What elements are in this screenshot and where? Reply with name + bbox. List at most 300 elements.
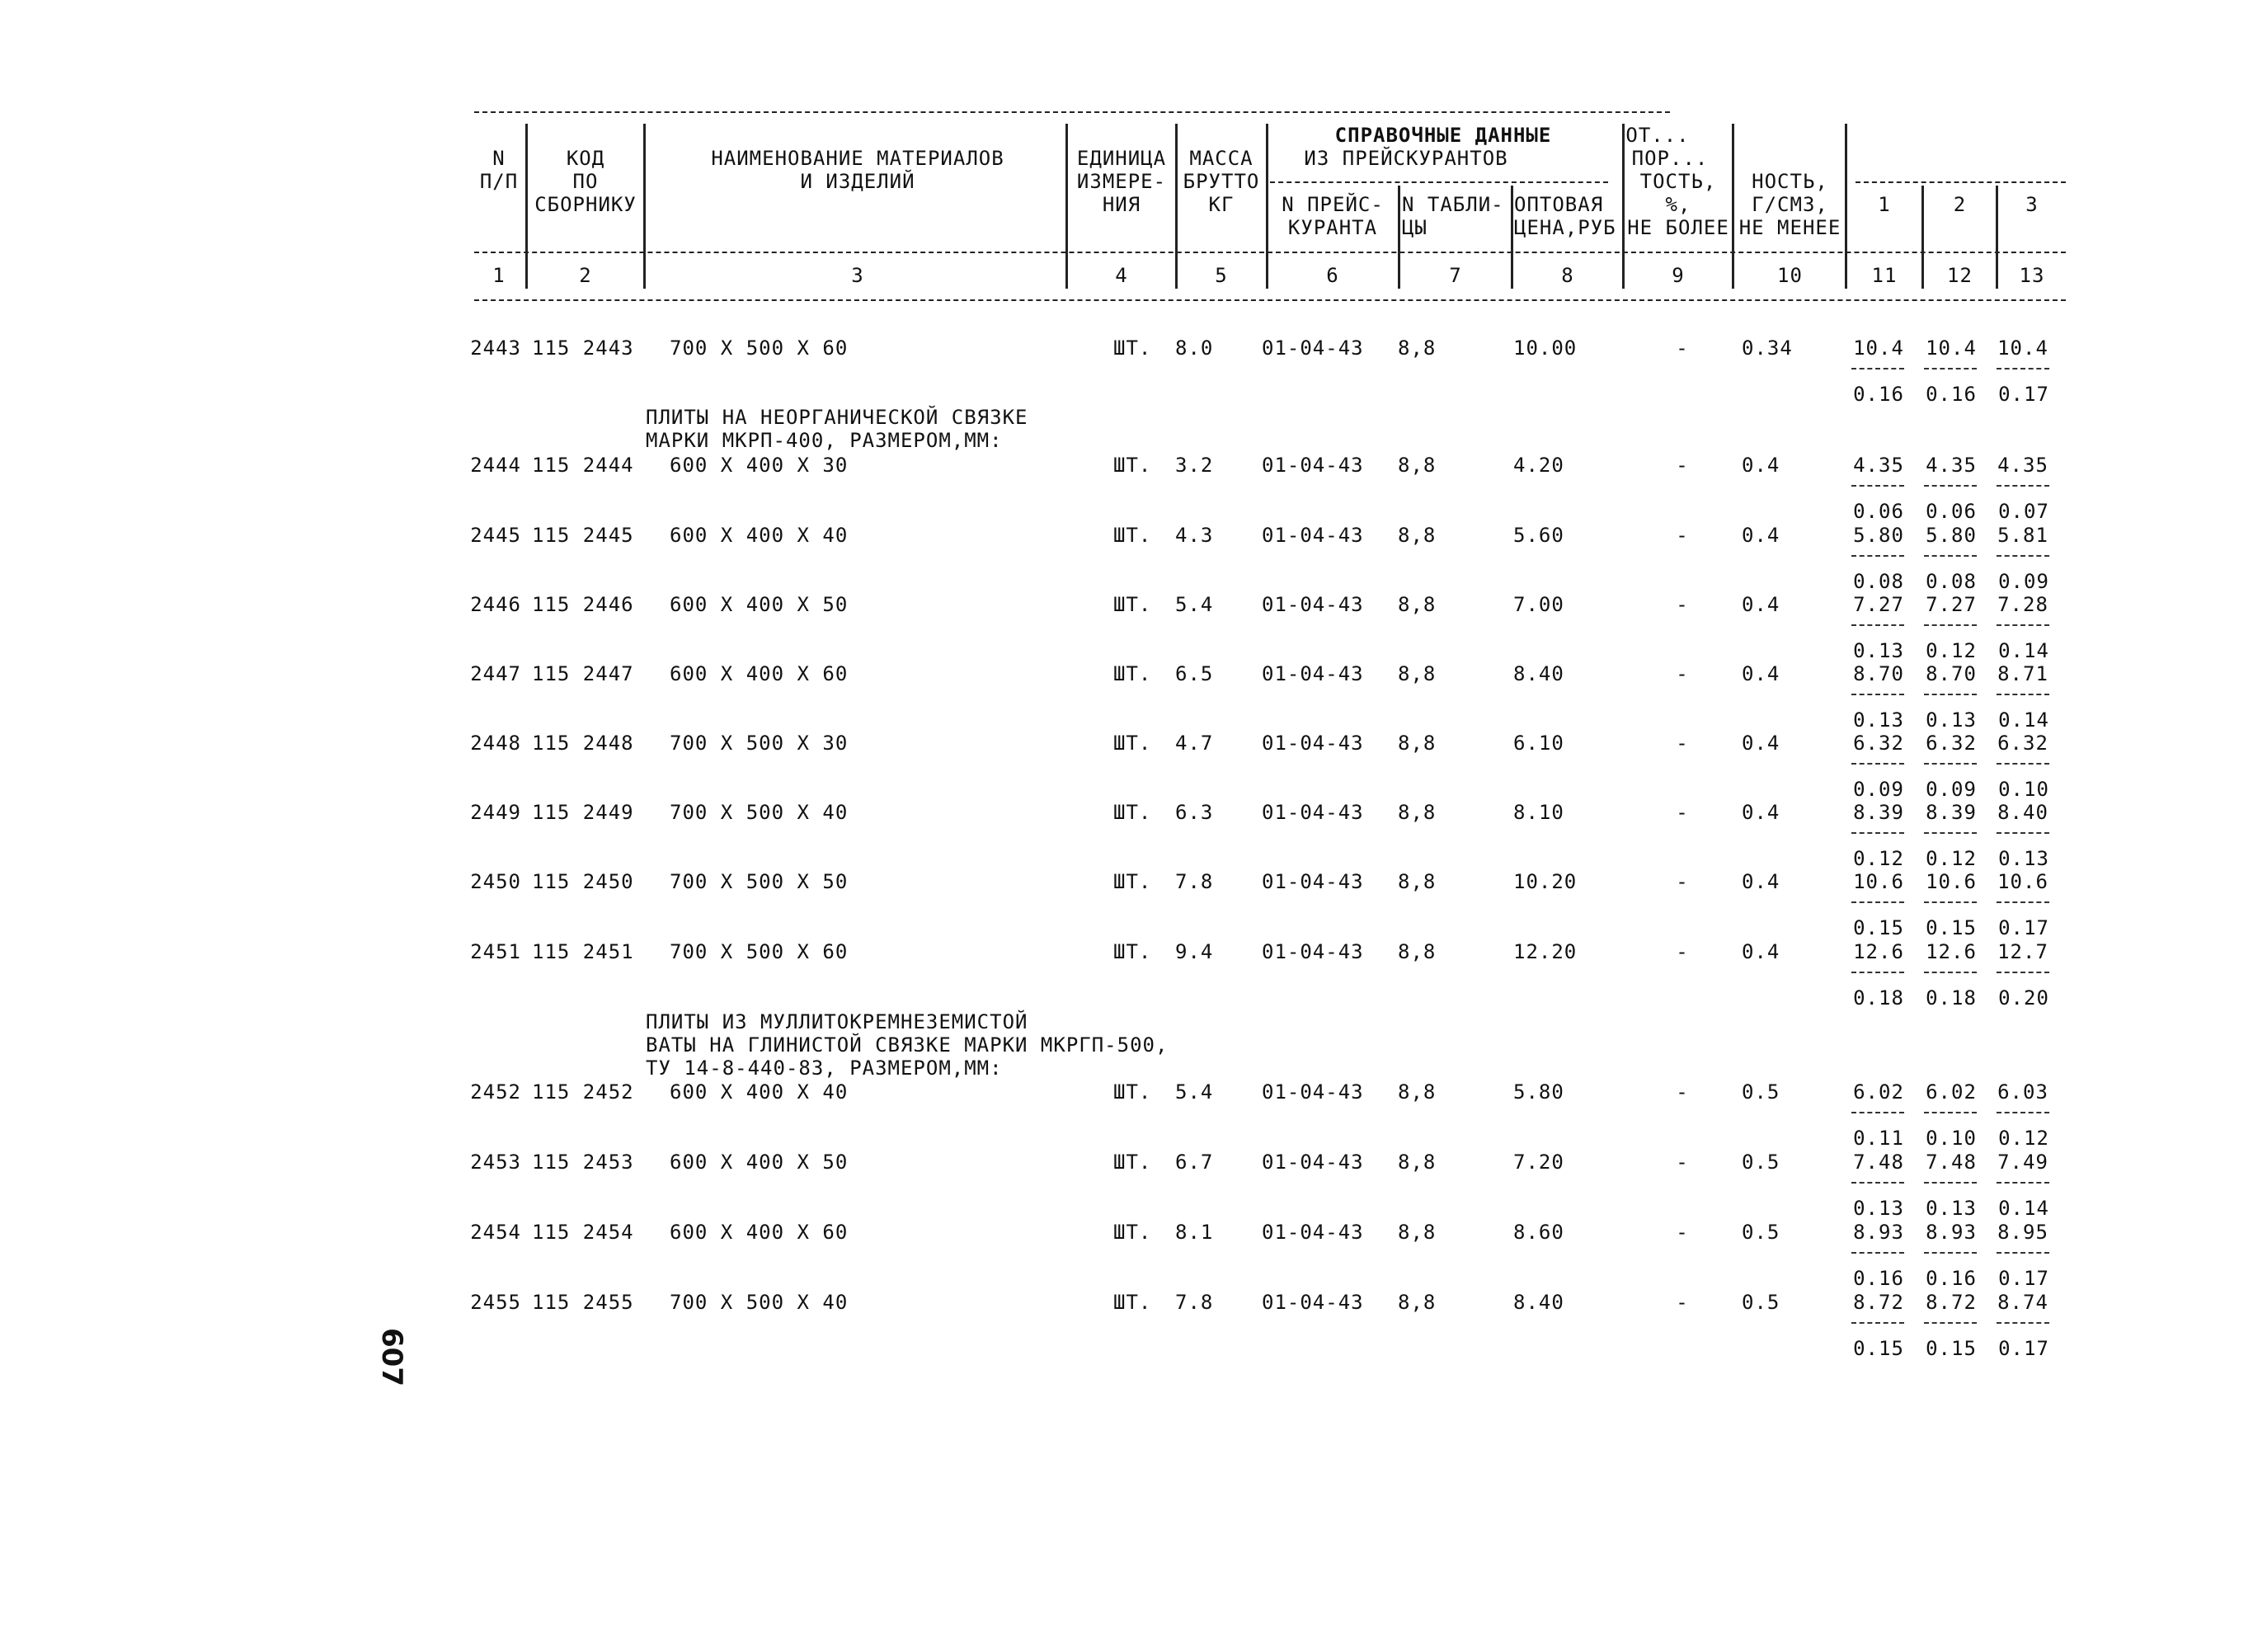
cell-v1: 7.27: [1853, 593, 1904, 616]
cell-table: 8,8: [1398, 524, 1437, 547]
cell-fraction-denominator: 0.08: [1926, 570, 1977, 593]
cell-porosity: -: [1676, 870, 1689, 893]
header-col8-line1: ОПТОВАЯ: [1514, 193, 1604, 216]
cell-table: 8,8: [1398, 593, 1437, 616]
cell-v2: 7.27: [1926, 593, 1977, 616]
cell-v1: 6.02: [1853, 1080, 1904, 1104]
cell-fraction-denominator: 0.09: [1853, 778, 1904, 801]
cell-name: 700 X 500 X 40: [670, 1291, 849, 1314]
cell-fraction-denominator: 0.11: [1853, 1127, 1904, 1150]
cell-v1: 8.93: [1853, 1221, 1904, 1244]
fraction-rule: [1851, 694, 1904, 695]
cell-fraction-denominator: 0.12: [1926, 847, 1977, 870]
header-col7-line2: ЦЫ: [1402, 216, 1428, 239]
cell-v2: 8.72: [1926, 1291, 1977, 1314]
header-col10-line3: НЕ МЕНЕЕ: [1738, 216, 1841, 239]
cell-name: 600 X 400 X 60: [670, 1221, 849, 1244]
cell-fraction-denominator: 0.15: [1853, 1337, 1904, 1360]
header-col11: 1: [1878, 193, 1891, 216]
cell-v1: 8.70: [1853, 662, 1904, 685]
cell-n: 2446: [470, 593, 521, 616]
cell-n: 2448: [470, 732, 521, 755]
fraction-rule: [1924, 368, 1977, 369]
cell-fraction-denominator: 0.08: [1853, 570, 1904, 593]
cell-unit: ШТ.: [1113, 662, 1152, 685]
cell-v1: 6.32: [1853, 732, 1904, 755]
colnum-9: 9: [1672, 264, 1685, 287]
cell-fraction-denominator: 0.15: [1926, 916, 1977, 939]
cell-fraction-denominator: 0.16: [1853, 1267, 1904, 1290]
header-col2-line2: ПО: [572, 170, 599, 193]
fraction-rule: [1997, 1252, 2049, 1254]
cell-v3: 5.81: [1997, 524, 2048, 547]
cell-v3: 12.7: [1997, 940, 2048, 963]
fraction-rule: [1851, 832, 1904, 834]
cell-fraction-denominator: 0.06: [1853, 500, 1904, 523]
cell-v1: 4.35: [1853, 454, 1904, 477]
cell-v2: 10.4: [1926, 337, 1977, 360]
header-col7-line1: N ТАБЛИ-: [1402, 193, 1504, 216]
header-col2-line3: СБОРНИКУ: [534, 193, 637, 216]
cell-n: 2443: [470, 337, 521, 360]
fraction-rule: [1924, 694, 1977, 695]
cell-table: 8,8: [1398, 454, 1437, 477]
cell-v2: 7.48: [1926, 1151, 1977, 1174]
cell-code: 115 2447: [532, 662, 634, 685]
cell-code: 115 2452: [532, 1080, 634, 1104]
cell-table: 8,8: [1398, 337, 1437, 360]
cell-density: 0.5: [1742, 1080, 1780, 1104]
cell-v3: 7.28: [1997, 593, 2048, 616]
cell-price-list: 01-04-43: [1262, 1080, 1364, 1104]
cell-n: 2452: [470, 1080, 521, 1104]
cell-code: 115 2449: [532, 801, 634, 824]
fraction-rule: [1924, 485, 1977, 487]
cell-fraction-denominator: 0.14: [1998, 1197, 2049, 1220]
cell-n: 2444: [470, 454, 521, 477]
colnum-2: 2: [579, 264, 592, 287]
cell-mass: 9.4: [1175, 940, 1214, 963]
header-col8-line2: ЦЕНА,РУБ: [1514, 216, 1616, 239]
cell-fraction-denominator: 0.17: [1998, 383, 2049, 406]
cell-v3: 8.95: [1997, 1221, 2048, 1244]
header-col2-line1: КОД: [566, 147, 605, 170]
cell-code: 115 2450: [532, 870, 634, 893]
cell-code: 115 2453: [532, 1151, 634, 1174]
cell-fraction-denominator: 0.10: [1926, 1127, 1977, 1150]
cell-price: 10.00: [1513, 337, 1578, 360]
section-heading: ПЛИТЫ НА НЕОРГАНИЧЕСКОЙ СВЯЗКЕ МАРКИ МКРП-400, РАЗМЕРОМ,ММ:: [646, 406, 1028, 452]
header-mid-rule: [474, 252, 2066, 253]
cell-n: 2450: [470, 870, 521, 893]
cell-unit: ШТ.: [1113, 337, 1152, 360]
cell-density: 0.5: [1742, 1221, 1780, 1244]
cell-v2: 8.70: [1926, 662, 1977, 685]
cell-price-list: 01-04-43: [1262, 524, 1364, 547]
cell-code: 115 2454: [532, 1221, 634, 1244]
cell-v2: 8.39: [1926, 801, 1977, 824]
cell-v2: 5.80: [1926, 524, 1977, 547]
cell-fraction-denominator: 0.16: [1926, 1267, 1977, 1290]
cell-fraction-denominator: 0.20: [1998, 986, 2049, 1010]
cell-code: 115 2444: [532, 454, 634, 477]
cell-density: 0.4: [1742, 593, 1780, 616]
cell-v3: 10.6: [1997, 870, 2048, 893]
fraction-rule: [1924, 901, 1977, 903]
header-bottom-rule: [474, 299, 2066, 301]
cell-mass: 5.4: [1175, 1080, 1214, 1104]
cell-price: 4.20: [1513, 454, 1564, 477]
colnum-1: 1: [492, 264, 506, 287]
cell-table: 8,8: [1398, 732, 1437, 755]
cell-mass: 4.3: [1175, 524, 1214, 547]
cell-mass: 6.5: [1175, 662, 1214, 685]
cell-density: 0.4: [1742, 454, 1780, 477]
cell-name: 600 X 400 X 60: [670, 662, 849, 685]
cell-fraction-denominator: 0.09: [1926, 778, 1977, 801]
header-col12: 2: [1953, 193, 1967, 216]
cell-table: 8,8: [1398, 662, 1437, 685]
cell-fraction-denominator: 0.17: [1998, 916, 2049, 939]
fraction-rule: [1851, 972, 1904, 973]
fraction-rule: [1997, 555, 2049, 557]
colnum-6: 6: [1326, 264, 1339, 287]
cell-v1: 7.48: [1853, 1151, 1904, 1174]
cell-n: 2447: [470, 662, 521, 685]
cell-fraction-denominator: 0.13: [1853, 639, 1904, 662]
cell-v1: 10.6: [1853, 870, 1904, 893]
cell-name: 600 X 400 X 50: [670, 1151, 849, 1174]
cell-density: 0.5: [1742, 1151, 1780, 1174]
fraction-rule: [1924, 1182, 1977, 1184]
header-col4-line3: НИЯ: [1102, 193, 1141, 216]
cell-density: 0.34: [1742, 337, 1793, 360]
cell-v1: 5.80: [1853, 524, 1904, 547]
header-col1-line2: П/П: [479, 170, 519, 193]
cell-mass: 5.4: [1175, 593, 1214, 616]
cell-price-list: 01-04-43: [1262, 732, 1364, 755]
cell-name: 700 X 500 X 60: [670, 940, 849, 963]
cell-unit: ШТ.: [1113, 593, 1152, 616]
cell-price: 8.40: [1513, 662, 1564, 685]
cell-code: 115 2451: [532, 940, 634, 963]
fraction-rule: [1924, 1112, 1977, 1113]
page-number: 607: [375, 1328, 408, 1386]
fraction-rule: [1997, 368, 2049, 369]
cell-fraction-denominator: 0.16: [1926, 383, 1977, 406]
cell-v3: 6.03: [1997, 1080, 2048, 1104]
cell-v3: 4.35: [1997, 454, 2048, 477]
cell-v2: 6.32: [1926, 732, 1977, 755]
colnum-4: 4: [1115, 264, 1128, 287]
fraction-rule: [1851, 1322, 1904, 1324]
fraction-rule: [1997, 763, 2049, 765]
cell-density: 0.4: [1742, 801, 1780, 824]
cell-price-list: 01-04-43: [1262, 870, 1364, 893]
fraction-rule: [1924, 763, 1977, 765]
col-separator: [643, 124, 646, 289]
fraction-rule: [1851, 901, 1904, 903]
cell-fraction-denominator: 0.15: [1853, 916, 1904, 939]
cell-fraction-denominator: 0.13: [1853, 708, 1904, 732]
cell-unit: ШТ.: [1113, 1080, 1152, 1104]
cell-price: 12.20: [1513, 940, 1578, 963]
cell-porosity: -: [1676, 1221, 1689, 1244]
cell-density: 0.4: [1742, 662, 1780, 685]
cell-price: 5.60: [1513, 524, 1564, 547]
cell-v3: 7.49: [1997, 1151, 2048, 1174]
cell-price: 8.40: [1513, 1291, 1564, 1314]
header-col9-line4: %,: [1665, 193, 1691, 216]
cell-v1: 12.6: [1853, 940, 1904, 963]
cell-v3: 8.71: [1997, 662, 2048, 685]
cell-name: 700 X 500 X 50: [670, 870, 849, 893]
header-col9-line5: НЕ БОЛЕЕ: [1627, 216, 1729, 239]
cell-price: 5.80: [1513, 1080, 1564, 1104]
fraction-rule: [1924, 972, 1977, 973]
cell-v2: 10.6: [1926, 870, 1977, 893]
cell-n: 2453: [470, 1151, 521, 1174]
cell-density: 0.4: [1742, 870, 1780, 893]
cell-fraction-denominator: 0.06: [1926, 500, 1977, 523]
cell-mass: 4.7: [1175, 732, 1214, 755]
header-col9-line2: ПОР...: [1631, 147, 1709, 170]
cell-v3: 8.74: [1997, 1291, 2048, 1314]
cell-mass: 8.0: [1175, 337, 1214, 360]
cell-porosity: -: [1676, 524, 1689, 547]
cell-porosity: -: [1676, 662, 1689, 685]
cell-code: 115 2455: [532, 1291, 634, 1314]
cell-price: 7.00: [1513, 593, 1564, 616]
cell-unit: ШТ.: [1113, 454, 1152, 477]
cell-porosity: -: [1676, 1291, 1689, 1314]
cell-porosity: -: [1676, 732, 1689, 755]
cell-fraction-denominator: 0.17: [1998, 1267, 2049, 1290]
cell-fraction-denominator: 0.12: [1998, 1127, 2049, 1150]
cell-fraction-denominator: 0.07: [1998, 500, 2049, 523]
cell-name: 600 X 400 X 50: [670, 593, 849, 616]
header-group-ref-line2: ИЗ ПРЕЙСКУРАНТОВ: [1304, 147, 1508, 170]
cell-table: 8,8: [1398, 1291, 1437, 1314]
cell-mass: 7.8: [1175, 870, 1214, 893]
cell-name: 700 X 500 X 30: [670, 732, 849, 755]
cell-fraction-denominator: 0.16: [1853, 383, 1904, 406]
header-group-ref-line1: СПРАВОЧНЫЕ ДАННЫЕ: [1334, 124, 1552, 147]
colnum-5: 5: [1215, 264, 1228, 287]
cell-v3: 6.32: [1997, 732, 2048, 755]
cell-v1: 8.72: [1853, 1291, 1904, 1314]
header-col6-line2: КУРАНТА: [1287, 216, 1378, 239]
fraction-rule: [1997, 901, 2049, 903]
cell-name: 700 X 500 X 40: [670, 801, 849, 824]
cell-unit: ШТ.: [1113, 870, 1152, 893]
cell-table: 8,8: [1398, 1221, 1437, 1244]
cell-price-list: 01-04-43: [1262, 1151, 1364, 1174]
cell-n: 2454: [470, 1221, 521, 1244]
header-col4-line2: ИЗМЕРЕ-: [1076, 170, 1167, 193]
cell-name: 700 X 500 X 60: [670, 337, 849, 360]
cell-unit: ШТ.: [1113, 524, 1152, 547]
cell-name: 600 X 400 X 30: [670, 454, 849, 477]
cell-price-list: 01-04-43: [1262, 593, 1364, 616]
fraction-rule: [1851, 368, 1904, 369]
fraction-rule: [1997, 694, 2049, 695]
fraction-rule: [1997, 1322, 2049, 1324]
cell-porosity: -: [1676, 593, 1689, 616]
cell-table: 8,8: [1398, 1151, 1437, 1174]
cell-unit: ШТ.: [1113, 1291, 1152, 1314]
cell-fraction-denominator: 0.12: [1926, 639, 1977, 662]
cell-code: 115 2445: [532, 524, 634, 547]
header-top-rule: [474, 111, 1670, 113]
cell-price-list: 01-04-43: [1262, 1291, 1364, 1314]
cell-unit: ШТ.: [1113, 1151, 1152, 1174]
header-col4-line1: ЕДИНИЦА: [1076, 147, 1167, 170]
cell-price-list: 01-04-43: [1262, 801, 1364, 824]
cell-fraction-denominator: 0.15: [1926, 1337, 1977, 1360]
cell-code: 115 2446: [532, 593, 634, 616]
group-ref-rule: [1270, 181, 1608, 183]
fraction-rule: [1997, 1182, 2049, 1184]
fraction-rule: [1851, 1112, 1904, 1113]
cell-mass: 6.7: [1175, 1151, 1214, 1174]
fraction-rule: [1997, 832, 2049, 834]
cell-price: 6.10: [1513, 732, 1564, 755]
header-col6-line1: N ПРЕЙС-: [1282, 193, 1384, 216]
cell-price-list: 01-04-43: [1262, 337, 1364, 360]
fraction-rule: [1851, 555, 1904, 557]
cell-fraction-denominator: 0.17: [1998, 1337, 2049, 1360]
cell-price: 10.20: [1513, 870, 1578, 893]
cell-fraction-denominator: 0.13: [1926, 708, 1977, 732]
cell-n: 2455: [470, 1291, 521, 1314]
cell-fraction-denominator: 0.13: [1926, 1197, 1977, 1220]
cell-v3: 8.40: [1997, 801, 2048, 824]
header-col13: 3: [2025, 193, 2039, 216]
col-separator: [1732, 124, 1734, 289]
cell-fraction-denominator: 0.13: [1998, 847, 2049, 870]
header-col9-line3: ТОСТЬ,: [1639, 170, 1717, 193]
cell-price-list: 01-04-43: [1262, 940, 1364, 963]
cell-v1: 10.4: [1853, 337, 1904, 360]
cell-unit: ШТ.: [1113, 732, 1152, 755]
group-vals-rule: [1856, 181, 2066, 183]
colnum-11: 11: [1871, 264, 1898, 287]
header-col3-line2: И ИЗДЕЛИЙ: [800, 170, 915, 193]
header-col5-line3: КГ: [1208, 193, 1235, 216]
cell-fraction-denominator: 0.18: [1853, 986, 1904, 1010]
colnum-8: 8: [1561, 264, 1574, 287]
cell-fraction-denominator: 0.14: [1998, 639, 2049, 662]
cell-porosity: -: [1676, 801, 1689, 824]
cell-mass: 8.1: [1175, 1221, 1214, 1244]
fraction-rule: [1851, 763, 1904, 765]
cell-price-list: 01-04-43: [1262, 454, 1364, 477]
header-col10-line2: Г/СМ3,: [1752, 193, 1828, 216]
header-col5-line2: БРУТТО: [1183, 170, 1260, 193]
colnum-7: 7: [1449, 264, 1462, 287]
cell-mass: 6.3: [1175, 801, 1214, 824]
cell-table: 8,8: [1398, 801, 1437, 824]
cell-porosity: -: [1676, 454, 1689, 477]
cell-density: 0.4: [1742, 940, 1780, 963]
cell-name: 600 X 400 X 40: [670, 1080, 849, 1104]
header-col10-line1: НОСТЬ,: [1752, 170, 1828, 193]
cell-v2: 4.35: [1926, 454, 1977, 477]
cell-price: 8.10: [1513, 801, 1564, 824]
cell-fraction-denominator: 0.10: [1998, 778, 2049, 801]
cell-table: 8,8: [1398, 1080, 1437, 1104]
cell-v3: 10.4: [1997, 337, 2048, 360]
cell-density: 0.4: [1742, 732, 1780, 755]
header-col9-line1: ОТ...: [1625, 124, 1690, 147]
cell-porosity: -: [1676, 1080, 1689, 1104]
cell-porosity: -: [1676, 940, 1689, 963]
fraction-rule: [1851, 624, 1904, 626]
cell-density: 0.5: [1742, 1291, 1780, 1314]
cell-n: 2451: [470, 940, 521, 963]
header-col5-line1: МАССА: [1189, 147, 1253, 170]
cell-v2: 6.02: [1926, 1080, 1977, 1104]
cell-v2: 12.6: [1926, 940, 1977, 963]
fraction-rule: [1997, 972, 2049, 973]
cell-n: 2449: [470, 801, 521, 824]
colnum-10: 10: [1777, 264, 1803, 287]
fraction-rule: [1851, 485, 1904, 487]
section-heading: ПЛИТЫ ИЗ МУЛЛИТОКРЕМНЕЗЕМИСТОЙ ВАТЫ НА ГЛИНИСТОЙ СВЯЗКЕ МАРКИ МКРГП-500, ТУ 14-8-440-83, РАЗМЕРОМ,ММ:: [646, 1010, 1169, 1080]
cell-mass: 7.8: [1175, 1291, 1214, 1314]
header-col3-line1: НАИМЕНОВАНИЕ МАТЕРИАЛОВ: [711, 147, 1004, 170]
header-col1-line1: N: [492, 147, 506, 170]
colnum-12: 12: [1947, 264, 1973, 287]
cell-fraction-denominator: 0.09: [1998, 570, 2049, 593]
fraction-rule: [1997, 485, 2049, 487]
colnum-3: 3: [851, 264, 864, 287]
cell-fraction-denominator: 0.14: [1998, 708, 2049, 732]
fraction-rule: [1851, 1252, 1904, 1254]
fraction-rule: [1924, 832, 1977, 834]
cell-table: 8,8: [1398, 940, 1437, 963]
cell-code: 115 2448: [532, 732, 634, 755]
cell-price-list: 01-04-43: [1262, 662, 1364, 685]
fraction-rule: [1924, 1322, 1977, 1324]
cell-price-list: 01-04-43: [1262, 1221, 1364, 1244]
cell-price: 8.60: [1513, 1221, 1564, 1244]
cell-porosity: -: [1676, 1151, 1689, 1174]
cell-n: 2445: [470, 524, 521, 547]
fraction-rule: [1924, 1252, 1977, 1254]
cell-name: 600 X 400 X 40: [670, 524, 849, 547]
cell-code: 115 2443: [532, 337, 634, 360]
cell-unit: ШТ.: [1113, 801, 1152, 824]
cell-density: 0.4: [1742, 524, 1780, 547]
cell-mass: 3.2: [1175, 454, 1214, 477]
cell-table: 8,8: [1398, 870, 1437, 893]
fraction-rule: [1997, 1112, 2049, 1113]
cell-fraction-denominator: 0.13: [1853, 1197, 1904, 1220]
cell-porosity: -: [1676, 337, 1689, 360]
cell-unit: ШТ.: [1113, 1221, 1152, 1244]
fraction-rule: [1851, 1182, 1904, 1184]
cell-price: 7.20: [1513, 1151, 1564, 1174]
fraction-rule: [1924, 624, 1977, 626]
cell-v1: 8.39: [1853, 801, 1904, 824]
fraction-rule: [1997, 624, 2049, 626]
cell-fraction-denominator: 0.12: [1853, 847, 1904, 870]
fraction-rule: [1924, 555, 1977, 557]
cell-v2: 8.93: [1926, 1221, 1977, 1244]
colnum-13: 13: [2019, 264, 2045, 287]
